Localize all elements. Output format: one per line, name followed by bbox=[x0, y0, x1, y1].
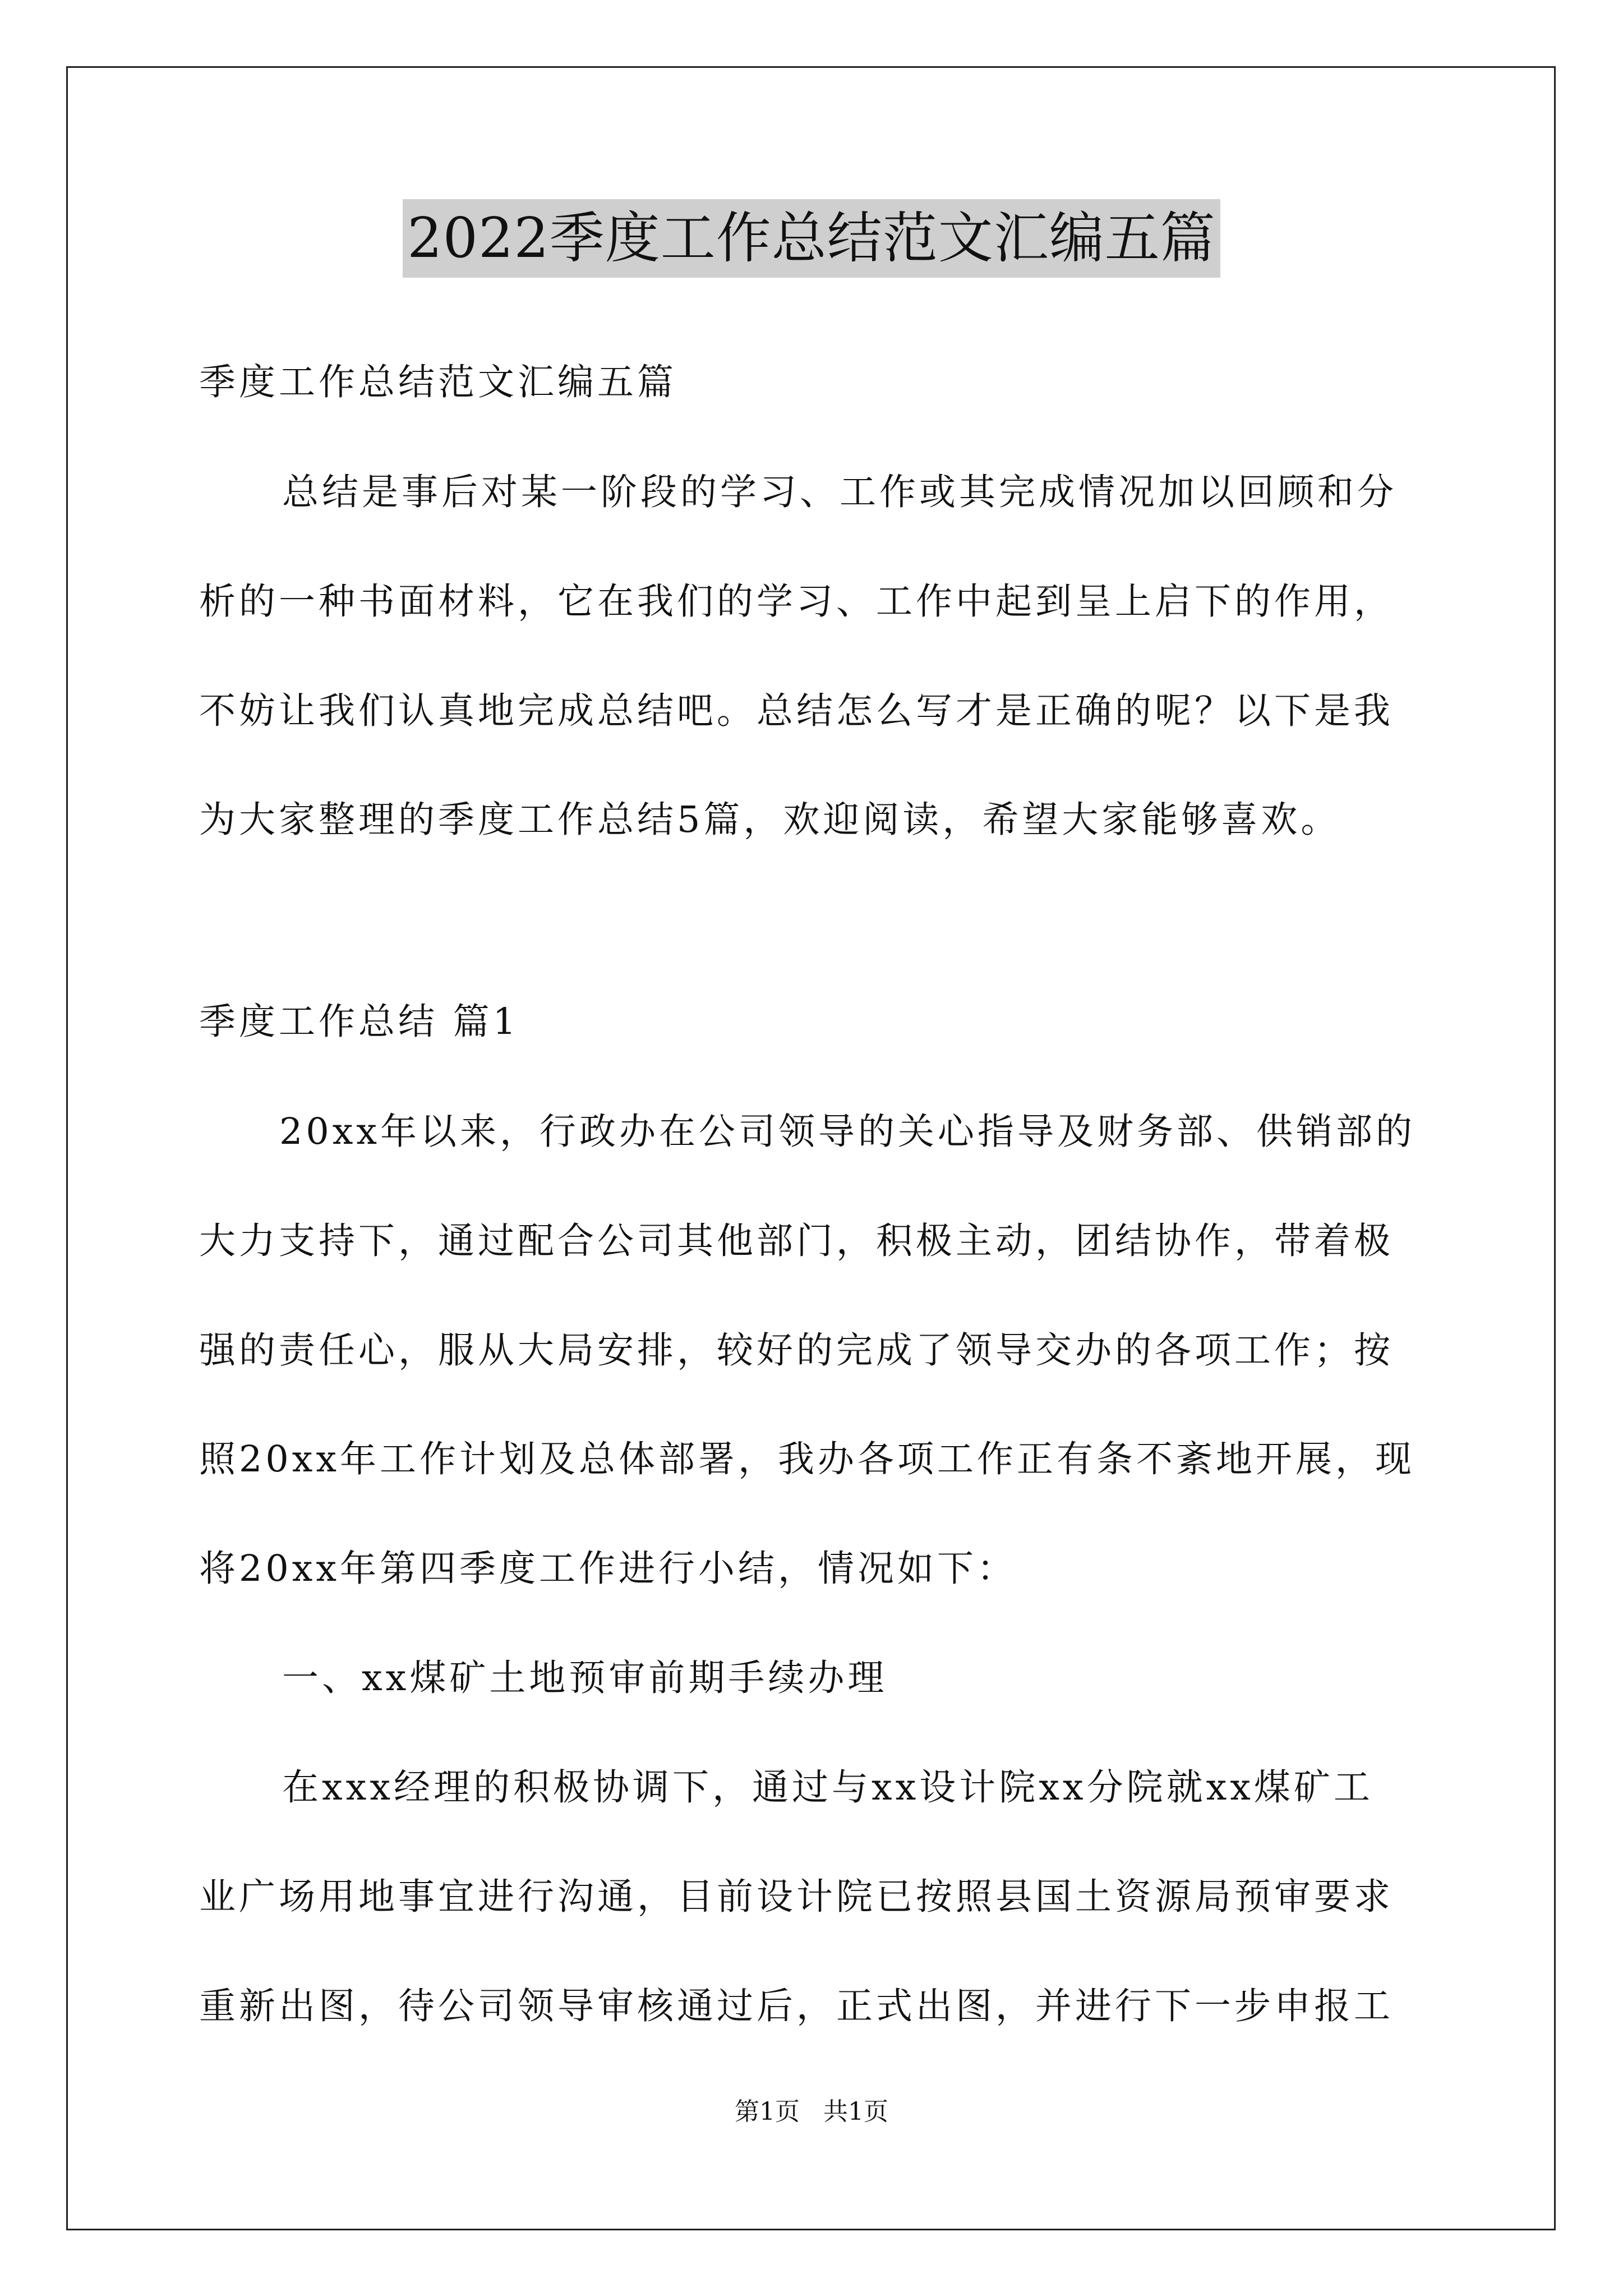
section-line-3: 强的责任心，服从大局安排，较好的完成了领导交办的各项工作；按 bbox=[199, 1329, 1394, 1372]
item-heading: 一、xx煤矿土地预审前期手续办理 bbox=[282, 1657, 888, 1699]
intro-line-3: 不妨让我们认真地完成总结吧。总结怎么写才是正确的呢？以下是我 bbox=[199, 690, 1394, 732]
item-line-3: 重新出图，待公司领导审核通过后，正式出图，并进行下一步申报工 bbox=[199, 1985, 1394, 2027]
document-title: 2022季度工作总结范文汇编五篇 bbox=[403, 199, 1220, 278]
section-heading: 季度工作总结 篇1 bbox=[199, 1001, 520, 1043]
page-total: 共1页 bbox=[823, 2097, 888, 2126]
intro-line-1: 总结是事后对某一阶段的学习、工作或其完成情况加以回顾和分 bbox=[282, 471, 1398, 513]
intro-line-4: 为大家整理的季度工作总结5篇，欢迎阅读，希望大家能够喜欢。 bbox=[199, 799, 1341, 841]
section-line-2: 大力支持下，通过配合公司其他部门，积极主动，团结协作，带着极 bbox=[199, 1220, 1394, 1262]
section-line-1: 20xx年以来，行政办在公司领导的关心指导及财务部、供销部的 bbox=[279, 1111, 1416, 1153]
intro-line-2: 析的一种书面材料，它在我们的学习、工作中起到呈上启下的作用， bbox=[199, 581, 1394, 623]
section-line-4: 照20xx年工作计划及总体部署，我办各项工作正有条不紊地开展，现 bbox=[199, 1438, 1415, 1480]
title-container bbox=[0, 199, 1623, 278]
item-line-1: 在xxx经理的积极协调下，通过与xx设计院xx分院就xx煤矿工 bbox=[282, 1766, 1373, 1809]
page-footer bbox=[0, 2095, 1623, 2129]
document-subtitle: 季度工作总结范文汇编五篇 bbox=[199, 361, 677, 403]
page-number: 第1页 bbox=[735, 2097, 800, 2126]
item-line-2: 业广场用地事宜进行沟通，目前设计院已按照县国土资源局预审要求 bbox=[199, 1876, 1394, 1918]
section-line-5: 将20xx年第四季度工作进行小结，情况如下： bbox=[199, 1548, 1017, 1590]
